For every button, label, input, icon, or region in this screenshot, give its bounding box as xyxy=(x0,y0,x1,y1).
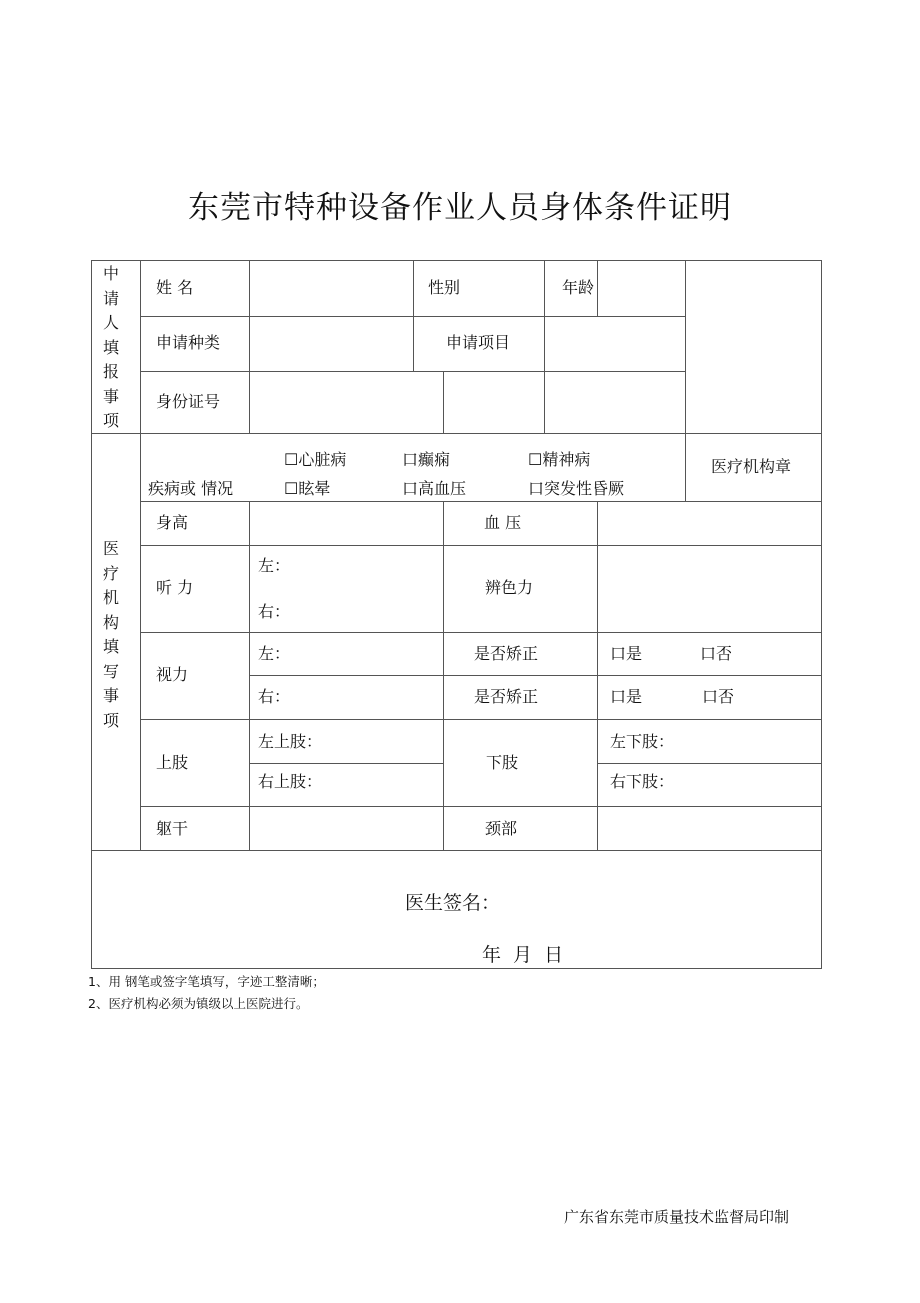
name-label: 姓 名 xyxy=(156,278,194,297)
disease-syncope-checkbox[interactable]: 口突发性昏厥 xyxy=(528,479,625,498)
vision-left-label: 左： xyxy=(258,644,291,663)
issuer-footer: 广东省东莞市质量技术监督局印制 xyxy=(564,1208,790,1226)
row-divider xyxy=(249,763,444,764)
vision-label: 视力 xyxy=(156,665,189,684)
age-label: 年龄 xyxy=(562,278,595,297)
color-vision-label: 辨色力 xyxy=(485,578,534,597)
date-label: 年 月 日 xyxy=(482,944,564,966)
upper-limb-label: 上肢 xyxy=(156,753,189,772)
disease-hypertension-checkbox[interactable]: 口高血压 xyxy=(402,479,467,498)
medical-section-label: 医疗机构填写事项 xyxy=(102,539,119,730)
disease-heart-checkbox[interactable]: ☐心脏病 xyxy=(284,450,347,469)
right-corrected-no-checkbox[interactable]: 口否 xyxy=(702,687,735,706)
left-corrected-yes-checkbox[interactable]: 口是 xyxy=(610,644,643,663)
doctor-signature-label: 医生签名： xyxy=(405,892,501,914)
disease-mental-checkbox[interactable]: ☐精神病 xyxy=(528,450,591,469)
table-border xyxy=(91,260,92,969)
id-number-label: 身份证号 xyxy=(156,392,221,411)
column-divider xyxy=(249,501,250,851)
left-corrected-no-checkbox[interactable]: 口否 xyxy=(700,644,733,663)
right-corrected-label: 是否矫正 xyxy=(474,687,539,706)
row-divider xyxy=(91,433,822,434)
medical-stamp-label: 医疗机构章 xyxy=(711,457,792,476)
blood-pressure-label: 血 压 xyxy=(484,513,522,532)
lower-limb-label: 下肢 xyxy=(486,753,519,772)
left-lower-limb-label: 左下肢： xyxy=(610,732,675,751)
note-1: 1、用 钢笔或签字笔填写，字迹工整清晰； xyxy=(88,974,325,989)
row-divider xyxy=(140,719,822,720)
left-upper-limb-label: 左上肢： xyxy=(258,732,323,751)
table-border xyxy=(821,260,822,969)
hearing-label: 听 力 xyxy=(156,578,194,597)
vision-right-label: 右： xyxy=(258,687,291,706)
left-corrected-label: 是否矫正 xyxy=(474,644,539,663)
column-divider xyxy=(597,501,598,851)
right-corrected-yes-checkbox[interactable]: 口是 xyxy=(610,687,643,706)
column-divider xyxy=(140,260,141,851)
row-divider xyxy=(140,632,822,633)
page-title: 东莞市特种设备作业人员身体条件证明 xyxy=(188,190,732,226)
hearing-left-label: 左： xyxy=(258,556,291,575)
row-divider xyxy=(249,675,822,676)
disease-vertigo-checkbox[interactable]: ☐眩晕 xyxy=(284,479,331,498)
application-type-label: 申请种类 xyxy=(156,333,221,352)
column-divider xyxy=(544,260,545,434)
column-divider xyxy=(413,260,414,372)
applicant-section-label: 中请人填报事项 xyxy=(102,264,119,430)
column-divider xyxy=(443,501,444,851)
disease-label: 疾病或 情况 xyxy=(148,479,234,498)
column-divider xyxy=(249,260,250,434)
application-item-label: 申请项目 xyxy=(446,333,511,352)
right-upper-limb-label: 右上肢： xyxy=(258,772,323,791)
table-border xyxy=(91,968,822,969)
row-divider xyxy=(597,763,822,764)
column-divider xyxy=(685,260,686,502)
trunk-label: 躯干 xyxy=(156,819,189,838)
hearing-right-label: 右： xyxy=(258,602,291,621)
height-label: 身高 xyxy=(156,513,189,532)
row-divider xyxy=(91,850,822,851)
disease-epilepsy-checkbox[interactable]: 口癫痫 xyxy=(402,450,451,469)
neck-label: 颈部 xyxy=(485,819,518,838)
gender-label: 性别 xyxy=(428,278,461,297)
row-divider xyxy=(140,806,822,807)
column-divider xyxy=(443,371,444,434)
note-2: 2、医疗机构必须为镇级以上医院进行。 xyxy=(88,996,309,1011)
column-divider xyxy=(597,260,598,317)
table-border xyxy=(91,260,822,261)
row-divider xyxy=(140,545,822,546)
row-divider xyxy=(140,501,822,502)
right-lower-limb-label: 右下肢： xyxy=(610,772,675,791)
